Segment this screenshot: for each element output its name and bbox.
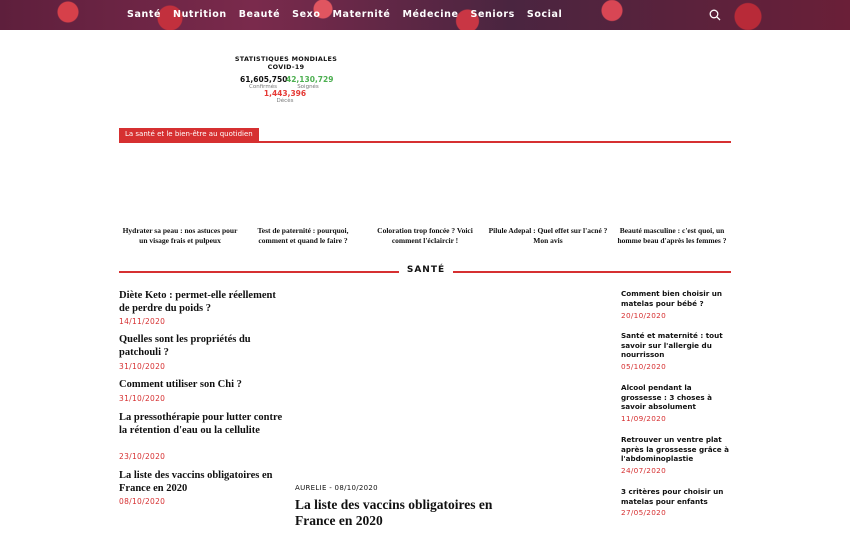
left-article-date: 31/10/2020 [119, 394, 166, 403]
menu-item-sante[interactable]: Santé [127, 9, 162, 20]
grid-article-title[interactable]: Pilule Adepal : Quel effet sur l'acné ? Mon avis [488, 226, 608, 245]
right-article-title[interactable]: Comment bien choisir un matelas pour bébé ? [621, 289, 723, 308]
grid-article-title[interactable]: Test de paternité : pourquoi, comment et quand le faire ? [257, 226, 349, 245]
grid-article-title[interactable]: Hydrater sa peau : nos astuces pour un visage frais et pulpeux [122, 226, 238, 245]
stat-deaths-value: 1,443,396 [263, 89, 307, 98]
search-icon[interactable] [709, 9, 721, 21]
stat-recovered [286, 75, 334, 90]
left-article-date: 23/10/2020 [119, 452, 166, 461]
covid-widget-title: STATISTIQUES MONDIALES COVID-19 [234, 55, 338, 71]
section-banner-divider [119, 141, 731, 143]
right-article-title[interactable]: Alcool pendant la grossesse : 3 choses à savoir absolument [621, 383, 712, 411]
menu-item-maternite[interactable]: Maternité [332, 9, 391, 20]
stat-confirmed [240, 75, 286, 90]
section-heading-divider-right [453, 271, 731, 273]
feature-article-meta: AURELIE - 08/10/2020 [295, 484, 378, 492]
right-article-title[interactable]: 3 critères pour choisir un matelas pour enfants [621, 487, 724, 506]
section-heading-divider-left [119, 271, 399, 273]
right-article-date: 05/10/2020 [621, 362, 667, 371]
menu-item-beaute[interactable]: Beauté [238, 9, 281, 20]
stat-recovered-label: Soignés [297, 84, 319, 90]
stat-deaths-label: Décès [276, 98, 294, 104]
covid-widget-title-block [222, 55, 350, 71]
stat-confirmed-value: 61,605,750 [240, 75, 288, 84]
section-heading-sante: SANTÉ [406, 265, 446, 275]
left-article-title[interactable]: Diète Keto : permet-elle réellement de perdre du poids ? [119, 290, 276, 314]
right-article-title[interactable]: Santé et maternité : tout savoir sur l'allergie du nourrisson [621, 331, 723, 359]
left-article-date: 14/11/2020 [119, 317, 166, 326]
left-article-title[interactable]: La pressothérapie pour lutter contre la rétention d'eau ou la cellulite [119, 412, 283, 436]
right-article-date: 11/09/2020 [621, 414, 667, 423]
right-article-date: 20/10/2020 [621, 311, 667, 320]
left-article-date: 08/10/2020 [119, 497, 166, 506]
top-navigation-bar [0, 0, 850, 30]
main-menu [127, 9, 562, 20]
menu-item-seniors[interactable]: Seniors [470, 9, 515, 20]
menu-item-sexo[interactable]: Sexo [292, 9, 321, 20]
left-article-title[interactable]: Quelles sont les propriétés du patchouli ? [119, 334, 251, 358]
section-banner-label[interactable]: La santé et le bien-être au quotidien [119, 128, 259, 141]
menu-item-social[interactable]: Social [526, 9, 563, 20]
left-article-title[interactable]: Comment utiliser son Chi ? [119, 379, 242, 390]
right-article-date: 27/05/2020 [621, 508, 667, 517]
right-article-date: 24/07/2020 [621, 466, 667, 475]
menu-item-medecine[interactable]: Médecine [402, 9, 459, 20]
stat-recovered-value: 42,130,729 [286, 75, 334, 84]
feature-article-title[interactable]: La liste des vaccins obligatoires en France en 2020 [295, 497, 493, 528]
stat-deaths [263, 89, 307, 104]
stat-confirmed-label: Confirmés [249, 84, 277, 90]
grid-article-title[interactable]: Beauté masculine : c'est quoi, un homme beau d'après les femmes ? [617, 226, 727, 245]
menu-item-nutrition[interactable]: Nutrition [173, 9, 227, 20]
right-article-title[interactable]: Retrouver un ventre plat après la grossesse grâce à l'abdominoplastie [621, 435, 730, 463]
left-article-title[interactable]: La liste des vaccins obligatoires en France en 2020 [119, 470, 273, 494]
left-article-date: 31/10/2020 [119, 362, 166, 371]
grid-article-title[interactable]: Coloration trop foncée ? Voici comment l'éclaircir ! [377, 226, 473, 245]
